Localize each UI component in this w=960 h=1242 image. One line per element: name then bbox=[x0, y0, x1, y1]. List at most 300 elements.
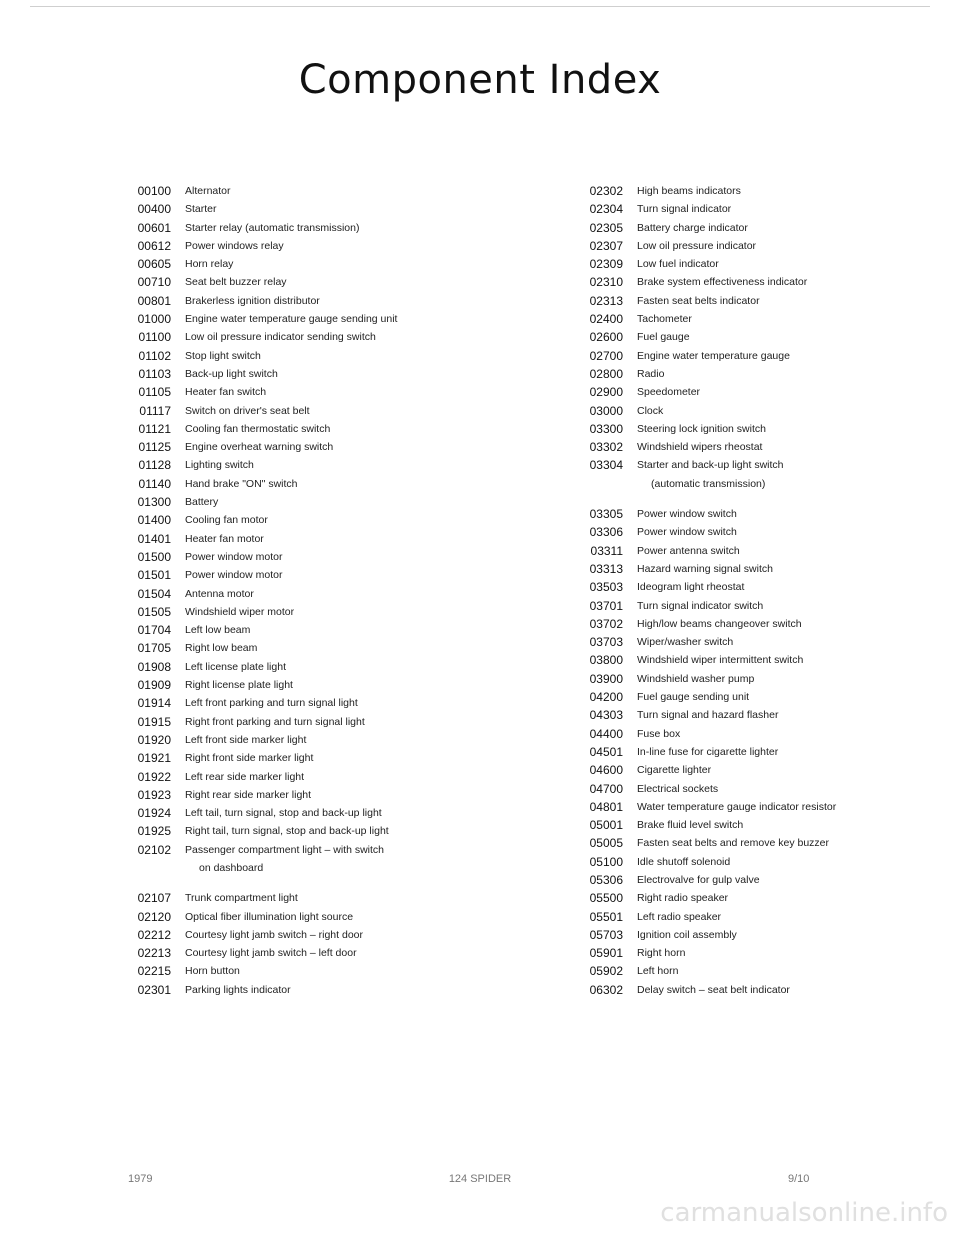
component-row bbox=[575, 706, 935, 724]
component-description-text: Power window switch bbox=[637, 508, 737, 521]
component-description bbox=[637, 908, 935, 926]
component-row bbox=[575, 944, 935, 962]
component-description bbox=[637, 889, 935, 907]
component-description-text: Battery charge indicator bbox=[637, 221, 748, 234]
component-row bbox=[113, 658, 503, 676]
component-row bbox=[113, 908, 503, 926]
component-description-text: Right front parking and turn signal light bbox=[185, 715, 365, 728]
component-description-text: Power window motor bbox=[185, 569, 283, 582]
component-description bbox=[637, 347, 935, 365]
component-code: 02700 bbox=[589, 348, 623, 363]
component-description bbox=[637, 780, 935, 798]
component-row bbox=[113, 365, 503, 383]
component-description-text: Horn relay bbox=[185, 258, 234, 271]
component-description bbox=[637, 670, 935, 688]
component-description-text: Tachometer bbox=[637, 313, 692, 326]
component-description-text: Antenna motor bbox=[185, 587, 254, 600]
component-code: 00710 bbox=[137, 275, 171, 290]
component-code: 02800 bbox=[589, 366, 623, 381]
component-description-text: Left front parking and turn signal light bbox=[185, 697, 358, 710]
component-row bbox=[575, 383, 935, 401]
component-description bbox=[637, 182, 935, 200]
component-row bbox=[575, 798, 935, 816]
component-description-text: Fasten seat belts and remove key buzzer bbox=[637, 837, 830, 850]
component-description bbox=[185, 347, 503, 365]
component-description-text: Alternator bbox=[185, 185, 231, 197]
component-code: 01117 bbox=[139, 403, 171, 418]
component-description-text: Starter bbox=[185, 203, 217, 216]
component-description-text: Radio bbox=[637, 367, 665, 380]
component-code: 04501 bbox=[589, 744, 623, 759]
component-code: 01920 bbox=[137, 732, 171, 747]
component-description-text: Left rear side marker light bbox=[185, 770, 305, 783]
component-row bbox=[113, 273, 503, 291]
component-description bbox=[185, 328, 503, 346]
component-row bbox=[575, 200, 935, 218]
component-code: 03304 bbox=[589, 458, 623, 473]
component-description-text: Back-up light switch bbox=[185, 367, 278, 380]
component-code: 01300 bbox=[137, 495, 171, 510]
component-code: 02304 bbox=[589, 202, 623, 217]
scan-edge-line bbox=[30, 6, 930, 7]
component-code: 02305 bbox=[589, 220, 623, 235]
component-code: 02212 bbox=[137, 927, 171, 942]
component-description bbox=[185, 292, 503, 310]
component-description bbox=[637, 706, 935, 724]
footer-model: 124 SPIDER bbox=[448, 1173, 512, 1185]
component-code: 03306 bbox=[589, 525, 623, 540]
component-description-text: Horn button bbox=[185, 965, 240, 978]
component-row bbox=[113, 841, 503, 878]
component-description bbox=[637, 237, 935, 255]
component-code: 01914 bbox=[137, 696, 171, 711]
component-row bbox=[575, 542, 935, 560]
component-row bbox=[113, 255, 503, 273]
component-row bbox=[113, 328, 503, 346]
component-row bbox=[113, 402, 503, 420]
component-code: 02215 bbox=[137, 964, 171, 979]
component-description bbox=[637, 273, 935, 291]
component-row bbox=[113, 676, 503, 694]
component-row bbox=[113, 621, 503, 639]
component-description-text: Delay switch – seat belt indicator bbox=[637, 983, 790, 996]
component-description-text: Turn signal indicator bbox=[637, 203, 732, 216]
component-description-text: Optical fiber illumination light source bbox=[185, 910, 354, 923]
component-description-text: Engine water temperature gauge sending unit bbox=[185, 313, 398, 326]
component-row bbox=[575, 505, 935, 523]
component-code: 00801 bbox=[137, 293, 171, 308]
component-code: 01103 bbox=[138, 366, 171, 381]
component-code: 01102 bbox=[138, 348, 171, 363]
component-row bbox=[575, 670, 935, 688]
component-code: 01505 bbox=[137, 604, 171, 619]
component-description-text: Steering lock ignition switch bbox=[637, 422, 766, 435]
component-description bbox=[637, 651, 935, 669]
component-description bbox=[637, 944, 935, 962]
component-description bbox=[185, 603, 503, 621]
component-row bbox=[113, 237, 503, 255]
component-description bbox=[185, 475, 503, 493]
component-code: 03000 bbox=[589, 403, 623, 418]
component-code: 05703 bbox=[589, 927, 623, 942]
component-row bbox=[575, 578, 935, 596]
component-code: 02900 bbox=[589, 385, 623, 400]
component-code: 05001 bbox=[589, 818, 623, 833]
component-code: 01105 bbox=[138, 385, 171, 400]
component-description bbox=[637, 578, 935, 596]
component-row bbox=[575, 560, 935, 578]
component-code: 02313 bbox=[589, 293, 623, 308]
component-description bbox=[637, 505, 935, 523]
component-description-text: Ignition coil assembly bbox=[637, 928, 737, 941]
component-code: 00601 bbox=[137, 220, 171, 235]
component-description-text: Power window motor bbox=[185, 550, 283, 563]
component-description-text: Windshield wiper motor bbox=[185, 605, 295, 618]
component-description bbox=[637, 523, 935, 541]
component-description-text: Right radio speaker bbox=[637, 892, 729, 905]
component-code: 00100 bbox=[137, 184, 171, 198]
component-row bbox=[113, 786, 503, 804]
component-description-text: Battery bbox=[185, 496, 219, 509]
component-row bbox=[113, 548, 503, 566]
component-code: 01909 bbox=[137, 678, 171, 693]
component-description-text: Parking lights indicator bbox=[185, 983, 291, 996]
component-row bbox=[575, 255, 935, 273]
component-description-text: Cooling fan motor bbox=[185, 514, 268, 527]
component-row bbox=[575, 292, 935, 310]
component-description-text: Speedometer bbox=[637, 386, 701, 399]
component-description bbox=[185, 237, 503, 255]
component-code: 00605 bbox=[137, 257, 171, 272]
component-description-text: Cooling fan thermostatic switch bbox=[185, 422, 331, 435]
component-description-text: Low fuel indicator bbox=[637, 258, 719, 271]
component-row bbox=[113, 219, 503, 237]
component-description-text: Windshield wipers rheostat bbox=[637, 441, 763, 454]
component-description-continued: (automatic transmission) bbox=[651, 477, 766, 490]
component-code: 02107 bbox=[137, 891, 171, 906]
component-row bbox=[113, 456, 503, 474]
list-gap bbox=[575, 493, 935, 505]
component-row bbox=[113, 944, 503, 962]
component-description-text: Idle shutoff solenoid bbox=[637, 855, 731, 868]
component-code: 01000 bbox=[137, 312, 171, 327]
component-code: 04400 bbox=[589, 726, 623, 741]
component-code: 02400 bbox=[589, 312, 623, 327]
footer-year: 1979 bbox=[128, 1173, 153, 1185]
component-code: 06302 bbox=[589, 982, 623, 997]
component-description-text: Switch on driver's seat belt bbox=[185, 404, 310, 417]
component-row bbox=[113, 962, 503, 980]
component-description bbox=[185, 889, 503, 907]
component-row bbox=[113, 566, 503, 584]
component-row bbox=[575, 816, 935, 834]
component-description-text: Cigarette lighter bbox=[637, 764, 712, 777]
component-code: 05501 bbox=[589, 909, 623, 924]
component-description-text: Low oil pressure indicator sending switch bbox=[185, 331, 376, 344]
component-row bbox=[575, 688, 935, 706]
component-description-text: Heater fan motor bbox=[185, 532, 264, 545]
component-row bbox=[113, 347, 503, 365]
component-code: 03311 bbox=[590, 543, 623, 558]
component-description-text: Brakerless ignition distributor bbox=[185, 294, 320, 307]
component-code: 01400 bbox=[137, 513, 171, 528]
component-description bbox=[637, 383, 935, 401]
component-description bbox=[185, 255, 503, 273]
component-row bbox=[575, 743, 935, 761]
component-row bbox=[575, 365, 935, 383]
component-code: 04700 bbox=[589, 781, 623, 796]
component-row bbox=[113, 889, 503, 907]
component-description bbox=[637, 328, 935, 346]
component-description bbox=[637, 633, 935, 651]
component-description-text: Power antenna switch bbox=[637, 544, 740, 557]
component-code: 01908 bbox=[137, 659, 171, 674]
component-description bbox=[637, 761, 935, 779]
component-code: 04200 bbox=[589, 690, 623, 705]
component-row bbox=[575, 219, 935, 237]
component-description-text: Right front side marker light bbox=[185, 752, 314, 765]
component-description-text: Passenger compartment light – with switch bbox=[185, 843, 385, 856]
watermark: carmanualsonline.info bbox=[660, 1198, 948, 1228]
component-code: 03800 bbox=[589, 653, 623, 668]
component-code: 01501 bbox=[137, 568, 171, 583]
component-description bbox=[637, 420, 935, 438]
component-code: 01121 bbox=[138, 421, 171, 436]
component-description bbox=[185, 456, 503, 474]
component-row bbox=[113, 804, 503, 822]
component-code: 03313 bbox=[589, 561, 623, 576]
component-description bbox=[185, 310, 503, 328]
component-row bbox=[113, 420, 503, 438]
component-description-text: Stop light switch bbox=[185, 349, 261, 362]
component-row bbox=[113, 383, 503, 401]
component-code: 03701 bbox=[589, 598, 623, 613]
component-description bbox=[185, 182, 503, 200]
component-row bbox=[113, 493, 503, 511]
component-description bbox=[185, 731, 503, 749]
component-code: 01915 bbox=[137, 714, 171, 729]
component-description bbox=[637, 981, 935, 999]
component-description bbox=[185, 585, 503, 603]
component-row bbox=[113, 694, 503, 712]
component-code: 04600 bbox=[589, 763, 623, 778]
component-code: 01500 bbox=[137, 549, 171, 564]
component-description bbox=[185, 908, 503, 926]
component-description bbox=[185, 493, 503, 511]
component-description-text: Electrovalve for gulp valve bbox=[637, 873, 760, 886]
component-description bbox=[637, 816, 935, 834]
component-description bbox=[185, 926, 503, 944]
component-description bbox=[185, 639, 503, 657]
component-description-text: Wiper/washer switch bbox=[637, 636, 734, 649]
component-row bbox=[113, 475, 503, 493]
page-title: Component Index bbox=[298, 56, 662, 103]
component-description bbox=[637, 688, 935, 706]
component-description bbox=[185, 658, 503, 676]
component-description-text: Left radio speaker bbox=[637, 910, 722, 923]
component-description bbox=[185, 786, 503, 804]
component-code: 02309 bbox=[589, 257, 623, 272]
component-code: 04303 bbox=[589, 708, 623, 723]
component-description bbox=[637, 365, 935, 383]
component-description bbox=[185, 694, 503, 712]
component-description bbox=[185, 219, 503, 237]
component-row bbox=[575, 347, 935, 365]
component-description-text: Power windows relay bbox=[185, 239, 284, 252]
component-description bbox=[637, 926, 935, 944]
component-description bbox=[185, 621, 503, 639]
list-gap bbox=[113, 877, 503, 889]
component-row bbox=[575, 402, 935, 420]
component-description bbox=[637, 219, 935, 237]
component-code: 03702 bbox=[589, 616, 623, 631]
component-row bbox=[575, 237, 935, 255]
component-description-text: Left front side marker light bbox=[185, 733, 307, 746]
component-description-text: Fasten seat belts indicator bbox=[637, 294, 760, 307]
component-row bbox=[575, 615, 935, 633]
component-description-text: Trunk compartment light bbox=[185, 892, 298, 905]
component-code: 01401 bbox=[137, 531, 171, 546]
component-description-text: Windshield washer pump bbox=[637, 672, 755, 685]
component-description bbox=[185, 365, 503, 383]
component-description-text: Engine overheat warning switch bbox=[185, 441, 334, 454]
component-row bbox=[575, 853, 935, 871]
component-description bbox=[185, 768, 503, 786]
component-code: 02301 bbox=[137, 982, 171, 997]
component-description bbox=[637, 853, 935, 871]
component-description bbox=[185, 566, 503, 584]
component-description bbox=[185, 511, 503, 529]
component-list-left bbox=[113, 182, 503, 999]
component-description bbox=[637, 834, 935, 852]
component-code: 03703 bbox=[589, 635, 623, 650]
component-description bbox=[637, 542, 935, 560]
component-row bbox=[575, 597, 935, 615]
component-row bbox=[575, 962, 935, 980]
component-description-text: High beams indicators bbox=[637, 185, 741, 197]
component-description-text: High/low beams changeover switch bbox=[637, 617, 802, 630]
component-description-text: Turn signal indicator switch bbox=[637, 599, 764, 612]
component-description bbox=[637, 456, 935, 493]
component-description-text: Starter and back-up light switch bbox=[637, 459, 784, 472]
component-description bbox=[185, 548, 503, 566]
component-row bbox=[575, 182, 935, 200]
component-code: 01921 bbox=[137, 751, 171, 766]
component-row bbox=[575, 725, 935, 743]
component-row bbox=[575, 834, 935, 852]
component-code: 01504 bbox=[137, 586, 171, 601]
component-row bbox=[575, 889, 935, 907]
component-row bbox=[575, 456, 935, 493]
component-description bbox=[185, 420, 503, 438]
component-code: 01705 bbox=[137, 641, 171, 656]
component-code: 03503 bbox=[589, 580, 623, 595]
footer-page-number: 9/10 bbox=[788, 1173, 810, 1185]
component-description bbox=[185, 981, 503, 999]
component-description bbox=[185, 438, 503, 456]
component-description-text: Electrical sockets bbox=[637, 782, 719, 795]
component-row bbox=[113, 603, 503, 621]
component-description-text: Right low beam bbox=[185, 642, 258, 655]
component-code: 01924 bbox=[137, 806, 171, 821]
component-code: 03900 bbox=[589, 671, 623, 686]
component-description-text: Courtesy light jamb switch – right door bbox=[185, 928, 363, 941]
component-row bbox=[113, 292, 503, 310]
component-description-text: Power window switch bbox=[637, 526, 737, 539]
component-description-text: Heater fan switch bbox=[185, 386, 267, 399]
component-code: 03305 bbox=[589, 507, 623, 522]
component-description bbox=[185, 749, 503, 767]
component-description-text: Seat belt buzzer relay bbox=[185, 276, 287, 289]
component-code: 01922 bbox=[137, 769, 171, 784]
component-description bbox=[637, 310, 935, 328]
component-description bbox=[185, 713, 503, 731]
component-row bbox=[113, 731, 503, 749]
component-code: 01100 bbox=[138, 330, 171, 345]
component-row bbox=[113, 639, 503, 657]
component-row bbox=[575, 761, 935, 779]
component-code: 05005 bbox=[589, 836, 623, 851]
component-description bbox=[185, 944, 503, 962]
component-code: 01704 bbox=[137, 623, 171, 638]
component-description bbox=[637, 255, 935, 273]
component-row bbox=[575, 523, 935, 541]
component-row bbox=[575, 780, 935, 798]
component-description-text: Hand brake "ON" switch bbox=[185, 477, 298, 490]
component-row bbox=[575, 981, 935, 999]
component-row bbox=[575, 420, 935, 438]
component-description-continued: on dashboard bbox=[199, 861, 264, 874]
component-row bbox=[575, 273, 935, 291]
component-description bbox=[185, 200, 503, 218]
component-description-text: Lighting switch bbox=[185, 459, 254, 472]
component-code: 02213 bbox=[137, 946, 171, 961]
component-description-text: Starter relay (automatic transmission) bbox=[185, 221, 360, 234]
component-description bbox=[637, 597, 935, 615]
component-description-text: Left tail, turn signal, stop and back-up light bbox=[185, 807, 382, 820]
component-row bbox=[113, 749, 503, 767]
component-description-text: Left license plate light bbox=[185, 660, 286, 673]
component-description-text: Turn signal and hazard flasher bbox=[637, 709, 779, 722]
component-description bbox=[637, 292, 935, 310]
component-description-text: Left horn bbox=[637, 965, 679, 978]
component-row bbox=[575, 328, 935, 346]
component-description-text: Fuel gauge bbox=[637, 331, 690, 344]
component-description bbox=[185, 383, 503, 401]
component-description bbox=[185, 530, 503, 548]
component-description-text: Water temperature gauge indicator resistor bbox=[637, 800, 837, 813]
component-row bbox=[113, 530, 503, 548]
component-description-text: Engine water temperature gauge bbox=[637, 349, 790, 362]
component-code: 02120 bbox=[137, 909, 171, 924]
component-description-text: Right license plate light bbox=[185, 679, 293, 692]
component-description-text: Clock bbox=[637, 404, 664, 417]
component-row bbox=[575, 651, 935, 669]
component-description-text: Right rear side marker light bbox=[185, 788, 312, 801]
component-description bbox=[185, 676, 503, 694]
component-description-text: Low oil pressure indicator bbox=[637, 239, 757, 252]
component-row bbox=[113, 822, 503, 840]
component-row bbox=[113, 768, 503, 786]
component-row bbox=[575, 438, 935, 456]
component-code: 00400 bbox=[137, 202, 171, 217]
component-description bbox=[185, 273, 503, 291]
component-row bbox=[575, 871, 935, 889]
component-list-right bbox=[575, 182, 935, 999]
component-row bbox=[113, 182, 503, 200]
component-row bbox=[113, 310, 503, 328]
component-description bbox=[637, 615, 935, 633]
